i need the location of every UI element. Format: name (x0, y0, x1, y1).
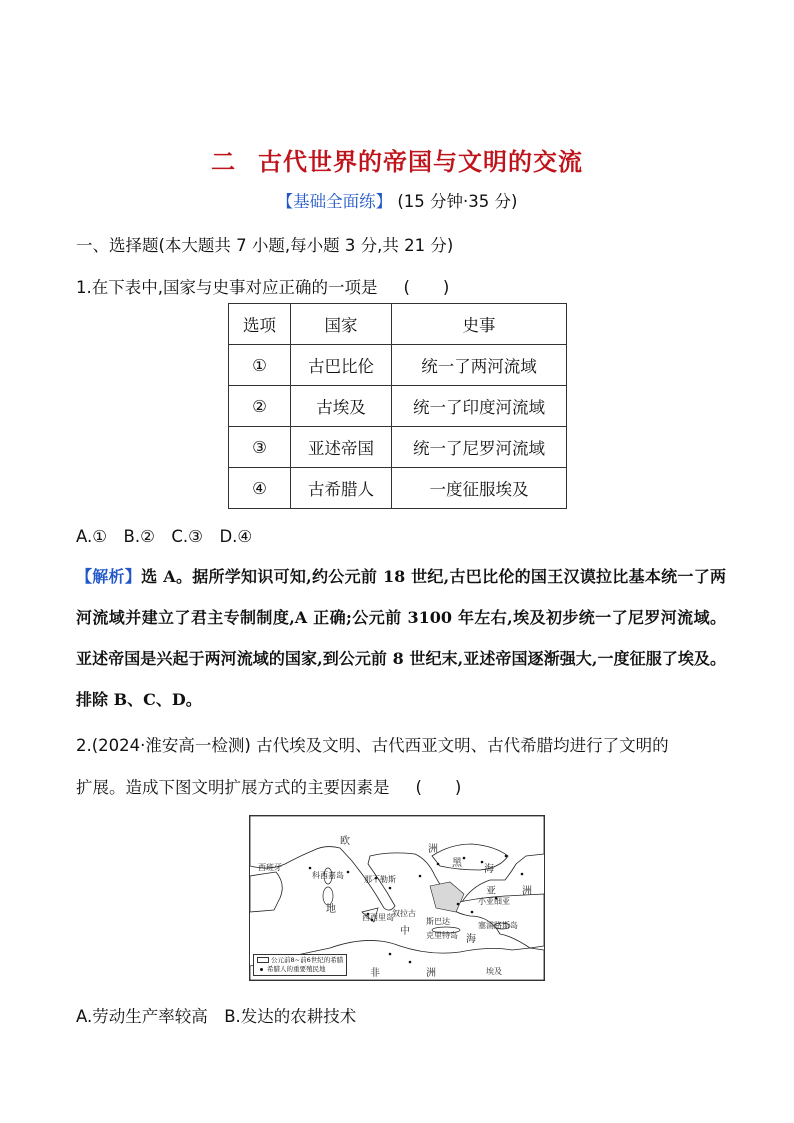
map-label-spain: 西班牙 (258, 863, 282, 872)
legend-label: 公元前8~前6世纪的希腊 (271, 956, 344, 964)
practice-subtitle (0, 188, 794, 212)
map-label-cyprus: 塞浦路斯岛 (478, 921, 518, 930)
table-cell: ④ (229, 468, 291, 509)
map-label-corsica: 科西嘉岛 (312, 871, 344, 880)
table-cell: 古希腊人 (291, 468, 392, 509)
question-2-choices: A.劳动生产率较高 B.发达的农耕技术 (76, 1007, 357, 1026)
map-label-black-sea: 海 (484, 864, 494, 875)
legend-item (257, 965, 343, 974)
question-2-stem-line2 (76, 774, 461, 798)
analysis-tag: 【解析】 (76, 567, 142, 586)
map-label-europe: 欧 (340, 836, 350, 847)
iberia (250, 872, 282, 912)
map-label-naples: 那不勒斯 (364, 875, 396, 884)
question-2-blank: ( ) (415, 778, 462, 797)
page-title (0, 142, 794, 177)
table-cell: 古埃及 (291, 386, 392, 427)
table-cell: 古巴比伦 (291, 345, 392, 386)
practice-meta: (15 分钟·35 分) (397, 192, 518, 211)
options-table (228, 303, 567, 509)
table-row (229, 345, 567, 386)
question-1-stem (76, 274, 449, 298)
map-label-europe: 洲 (428, 844, 438, 855)
table-cell: 统一了印度河流域 (392, 386, 567, 427)
table-row (229, 427, 567, 468)
map-label-egypt: 埃及 (486, 967, 502, 976)
table-cell: 一度征服埃及 (392, 468, 567, 509)
table-header-row (229, 304, 567, 345)
map-label-mediterranean: 地 (326, 904, 336, 915)
legend-swatch (257, 957, 269, 963)
table-header-cell: 史事 (392, 304, 567, 345)
table-cell: ① (229, 345, 291, 386)
map-label-asia-minor: 小亚细亚 (478, 897, 510, 906)
map-label-black-sea: 黑 (452, 858, 462, 869)
map-label-crete: 克里特岛 (426, 931, 458, 940)
table-header-cell: 国家 (291, 304, 392, 345)
table-cell: ② (229, 386, 291, 427)
question-1-text: 1.在下表中,国家与史事对应正确的一项是 (76, 278, 378, 297)
map-label-asia: 亚 (486, 886, 496, 897)
table-row (229, 386, 567, 427)
table-cell: ③ (229, 427, 291, 468)
title-text: 古代世界的帝国与文明的交流 (258, 148, 583, 176)
map-legend (253, 954, 347, 976)
question-2-text: 扩展。造成下图文明扩展方式的主要因素是 (76, 778, 390, 797)
map-label-africa: 洲 (426, 968, 436, 979)
table-header-cell: 选项 (229, 304, 291, 345)
legend-label: 希腊人的重要殖民地 (267, 965, 326, 973)
table-row (229, 468, 567, 509)
map-label-asia: 洲 (522, 886, 532, 897)
map-label-syracuse: 叙拉古 (392, 909, 416, 918)
practice-label: 【基础全面练】 (276, 192, 393, 211)
section-heading: 一、选择题(本大题共 7 小题,每小题 3 分,共 21 分) (76, 236, 454, 255)
question-1-blank: ( ) (403, 278, 450, 297)
map-label-sparta: 斯巴达 (426, 917, 450, 926)
question-1-analysis (76, 556, 726, 720)
map-label-africa: 非 (370, 968, 380, 979)
table-cell: 统一了两河流域 (392, 345, 567, 386)
legend-item (257, 956, 343, 965)
table-cell: 统一了尼罗河流域 (392, 427, 567, 468)
map-label-mediterranean: 中 (400, 926, 410, 937)
question-1-choices: A.① B.② C.③ D.④ (76, 527, 253, 546)
mediterranean-map (249, 815, 545, 981)
map-label-sicily: 西西里岛 (362, 913, 394, 922)
legend-dot-icon (260, 968, 263, 971)
analysis-text: 选 A。据所学知识可知,约公元前 18 世纪,古巴比伦的国王汉谟拉比基本统一了两河流域并建立了君主专制制度,A 正确;公元前 3100 年左右,埃及初步统一了尼罗河流域。亚述帝国是兴起于两河流域的国家,到公元前 8 世纪末,亚述帝国逐渐强大,一度征服了埃及。排除 B、C、D。 (76, 567, 726, 709)
map-label-mediterranean: 海 (466, 934, 476, 945)
title-number: 二 (211, 148, 236, 176)
table-cell: 亚述帝国 (291, 427, 392, 468)
question-2-stem-line1: 2.(2024·淮安高一检测) 古代埃及文明、古代西亚文明、古代希腊均进行了文明的 (76, 736, 669, 755)
